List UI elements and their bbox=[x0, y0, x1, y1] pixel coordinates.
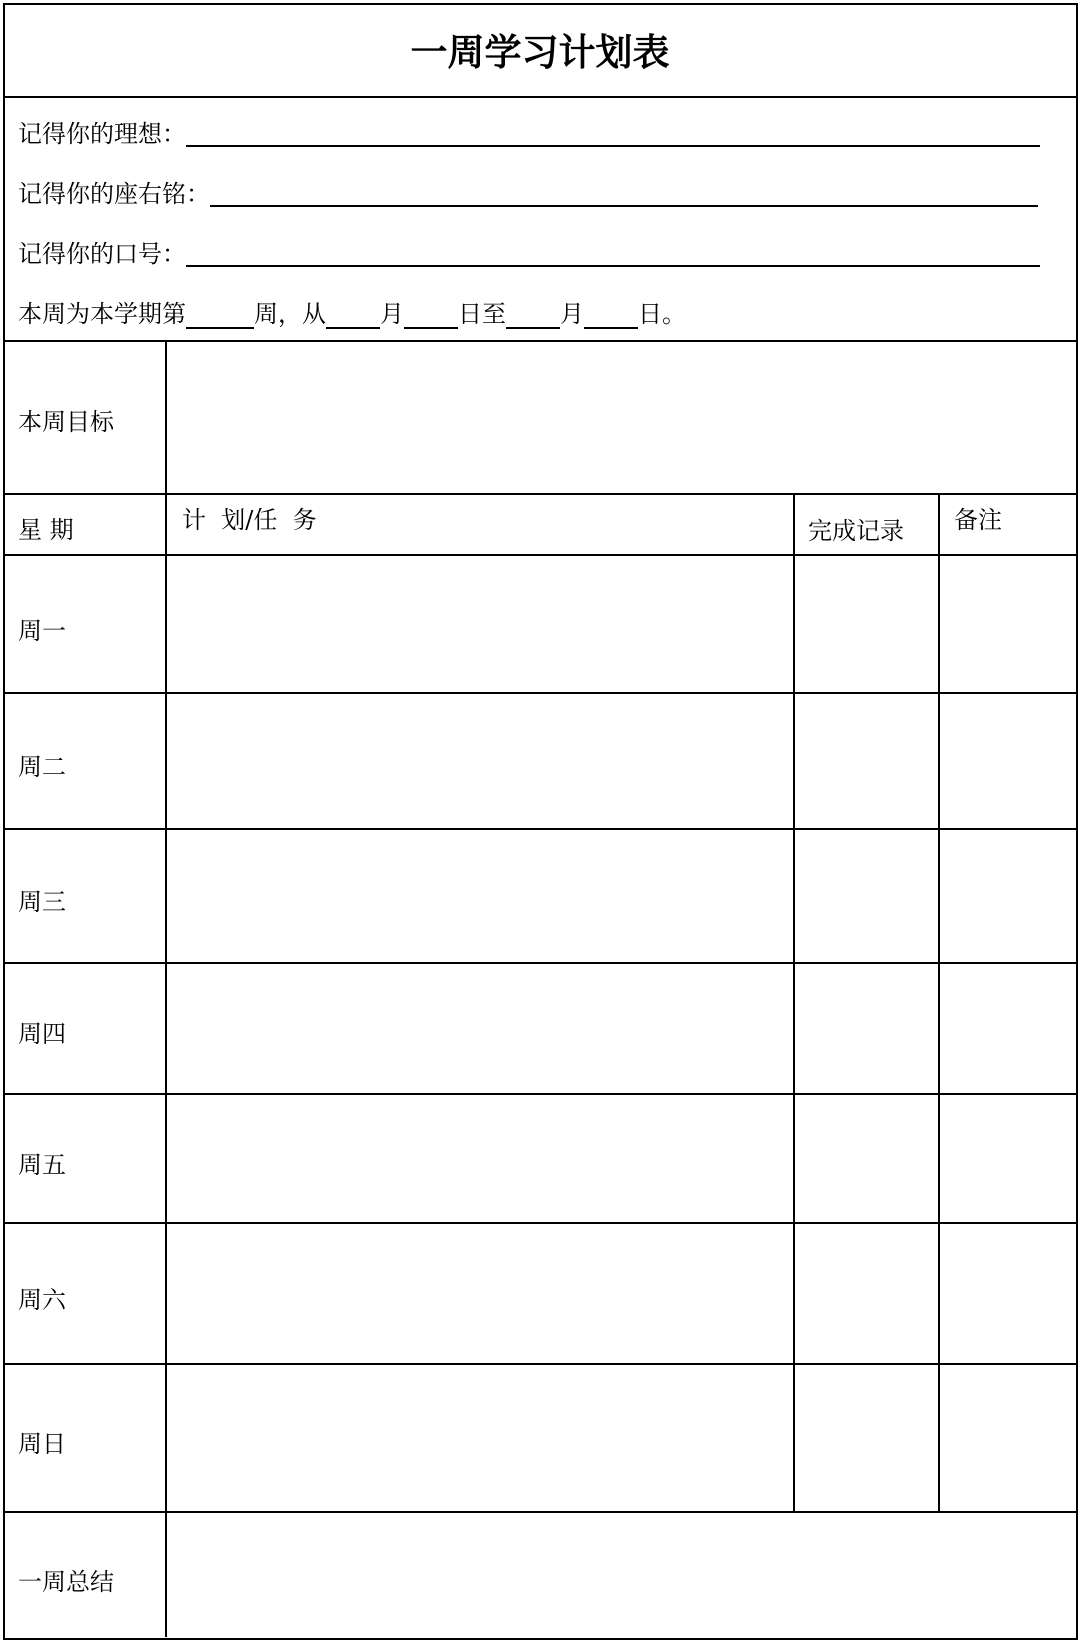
divider bbox=[3, 493, 1077, 495]
goal-input[interactable] bbox=[170, 345, 1070, 490]
page-title: 一周学习计划表 bbox=[410, 30, 670, 74]
divider bbox=[3, 1093, 1077, 1095]
day-label: 周四 bbox=[18, 1020, 66, 1048]
month-label: 月 bbox=[560, 300, 584, 328]
divider bbox=[3, 692, 1077, 694]
week-line bbox=[18, 294, 686, 329]
ideal-label: 记得你的理想： bbox=[18, 120, 186, 148]
slogan-input[interactable] bbox=[186, 239, 1040, 267]
divider bbox=[3, 828, 1077, 830]
header-completion: 完成记录 bbox=[808, 517, 904, 545]
header-notes: 备注 bbox=[954, 506, 1002, 534]
divider bbox=[3, 1511, 1077, 1513]
day-label: 周五 bbox=[18, 1151, 66, 1179]
header-weekday: 星 期 bbox=[18, 516, 74, 544]
divider bbox=[793, 493, 795, 1512]
day-end-label: 日。 bbox=[638, 300, 686, 328]
divider bbox=[3, 962, 1077, 964]
divider bbox=[938, 493, 940, 1512]
day-label: 周一 bbox=[18, 617, 66, 645]
motto-input[interactable] bbox=[210, 179, 1038, 207]
day-to-label: 日至 bbox=[458, 300, 506, 328]
slogan-line bbox=[18, 234, 1040, 269]
end-month-input[interactable] bbox=[506, 303, 560, 329]
day-label: 周二 bbox=[18, 753, 66, 781]
summary-label: 一周总结 bbox=[18, 1568, 114, 1596]
slogan-label: 记得你的口号： bbox=[18, 240, 186, 268]
day-label: 周日 bbox=[18, 1430, 66, 1458]
week-suffix: 周，从 bbox=[254, 300, 326, 328]
month-label: 月 bbox=[380, 300, 404, 328]
goal-label: 本周目标 bbox=[18, 408, 114, 436]
ideal-line bbox=[18, 114, 1040, 149]
week-number-input[interactable] bbox=[186, 303, 254, 329]
ideal-input[interactable] bbox=[186, 119, 1040, 147]
motto-line bbox=[18, 174, 1038, 209]
start-month-input[interactable] bbox=[326, 303, 380, 329]
start-day-input[interactable] bbox=[404, 303, 458, 329]
day-label: 周六 bbox=[18, 1286, 66, 1314]
divider bbox=[3, 1363, 1077, 1365]
divider bbox=[3, 1222, 1077, 1224]
divider bbox=[3, 96, 1077, 98]
divider bbox=[165, 340, 167, 1637]
divider bbox=[3, 554, 1077, 556]
day-label: 周三 bbox=[18, 888, 66, 916]
end-day-input[interactable] bbox=[584, 303, 638, 329]
header-plan: 计 划/任 务 bbox=[182, 506, 317, 534]
motto-label: 记得你的座右铭： bbox=[18, 180, 210, 208]
week-prefix: 本周为本学期第 bbox=[18, 300, 186, 328]
